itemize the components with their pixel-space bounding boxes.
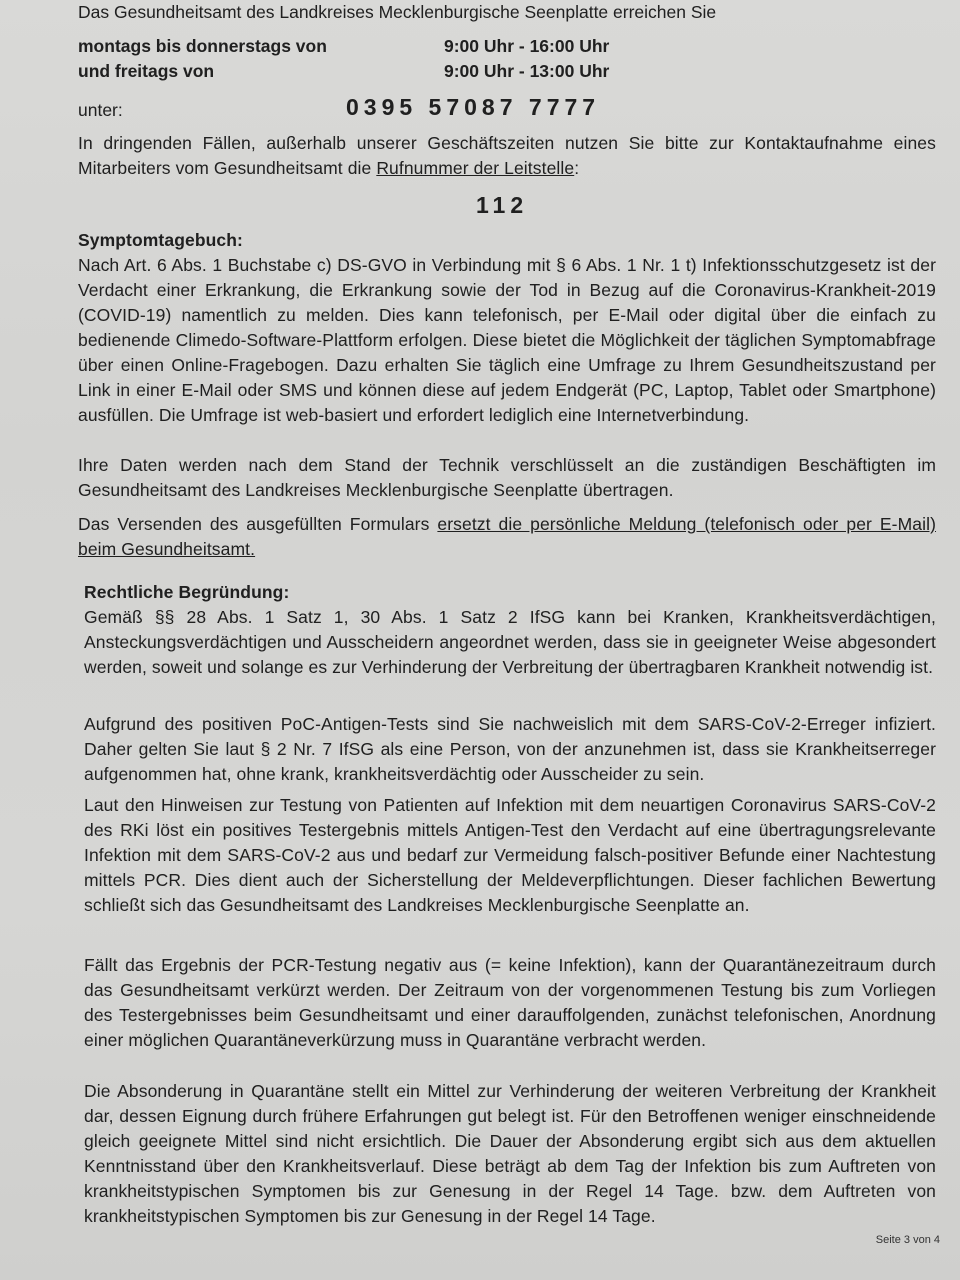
- symptomtagebuch-paragraph-3: [78, 512, 936, 562]
- rechtlich-section: [84, 580, 936, 680]
- formular-text: Das Versenden des ausgefüllten Formulars: [78, 514, 438, 534]
- symptomtagebuch-section: [78, 228, 936, 428]
- emergency-text-pre: In dringenden Fällen, außerhalb unserer Geschäftszeiten nutzen Sie bitte zur Kontaktaufnahme eines Mitarbeiters vom Gesundheitsamt die: [78, 133, 936, 178]
- emergency-hotline-label: Rufnummer der Leitstelle: [376, 158, 575, 178]
- symptomtagebuch-paragraph-2: Ihre Daten werden nach dem Stand der Technik verschlüsselt an die zuständigen Beschäftigten im Gesundheitsamt des Landkreises Mecklenburgische Seenplatte übertragen.: [78, 455, 936, 500]
- emergency-text-post: :: [574, 158, 580, 178]
- rechtlich-heading: Rechtliche Begründung:: [84, 582, 290, 602]
- symptomtagebuch-heading: Symptomtagebuch:: [78, 230, 243, 250]
- hours-days-1: montags bis donnerstags von: [78, 36, 327, 56]
- hours-time-1: 9:00 Uhr - 16:00 Uhr: [444, 36, 610, 56]
- phone-number: 0395 57087 7777: [346, 94, 601, 120]
- hours-days-2: und freitags von: [78, 61, 215, 81]
- emergency-number: 112: [476, 192, 529, 218]
- rechtlich-paragraph-2: Aufgrund des positiven PoC-Antigen-Tests sind Sie nachweislich mit dem SARS-CoV-2-Erreger infiziert. Daher gelten Sie laut § 2 Nr. 7 IfSG als eine Person, von der anzunehmen ist, dass sie Krankheitserreger aufgenommen hat, ohne krank, krankheitsverdächtig oder Ausscheider zu sein.: [84, 714, 936, 784]
- rechtlich-paragraph-1: Gemäß §§ 28 Abs. 1 Satz 1, 30 Abs. 1 Satz 2 IfSG kann bei Kranken, Krankheitsverdächtigen, Ansteckungsverdächtigen und Ausscheidern angeordnet werden, dass sie in geeigneter Weise abgesondert werden, soweit und solange es zur Verhinderung der Verbreitung der übertragbaren Krankheit notwendig ist.: [84, 607, 936, 677]
- intro-text: Das Gesundheitsamt des Landkreises Mecklenburgische Seenplatte erreichen Sie: [78, 2, 717, 22]
- hours-time-2: 9:00 Uhr - 13:00 Uhr: [444, 61, 610, 81]
- rechtlich-paragraph-4: Fällt das Ergebnis der PCR-Testung negativ aus (= keine Infektion), kann der Quarantänezeitraum durch das Gesundheitsamt verkürzt werden. Der Zeitraum von der vorgenommenen Testung bis zum Vorliegen des Testergebnisses beim Gesundheitsamt und einer darauffolgenden, zunächst telefonischen, Anordnung einer möglichen Quarantäneverkürzung muss in Quarantäne verbracht werden.: [84, 955, 936, 1050]
- under-label: unter:: [78, 100, 123, 120]
- emergency-text: [78, 131, 936, 181]
- page-number: Seite 3 von 4: [875, 1234, 940, 1246]
- rechtlich-paragraph-5: Die Absonderung in Quarantäne stellt ein Mittel zur Verhinderung der weiteren Verbreitung der Krankheit dar, dessen Eignung durch frühere Erfahrungen gut belegt ist. Für den Betroffenen weniger einschneidende gleich geeignete Mittel sind nicht ersichtlich. Die Dauer der Absonderung ergibt sich aus dem aktuellen Kenntnisstand über den Krankheitsverlauf. Diese beträgt ab dem Tag der Infektion bis zum Auftreten von krankheitstypischen Symptomen bis zur Genesung in der Regel 14 Tage. bzw. dem Auftreten von krankheitstypischen Symptomen bis zur Genesung in der Regel 14 Tage.: [84, 1081, 936, 1226]
- symptomtagebuch-paragraph-1: Nach Art. 6 Abs. 1 Buchstabe c) DS-GVO in Verbindung mit § 6 Abs. 1 Nr. 1 t) Infektionsschutzgesetz ist der Verdacht einer Erkrankung, die Erkrankung sowie der Tod in Bezug auf die Coronavirus-Krankheit-2019 (COVID-19) namentlich zu melden. Dies kann telefonisch, per E-Mail oder digital über die einfach zu bedienende Climedo-Software-Plattform erfolgen. Diese bietet die Möglichkeit der täglichen Symptomabfrage über einen Online-Fragebogen. Dazu erhalten Sie täglich eine Umfrage zu Ihrem Gesundheitszustand per Link in einer E-Mail oder SMS und können diese auf jedem Endgerät (PC, Laptop, Tablet oder Smartphone) ausfüllen. Die Umfrage ist web-basiert und erfordert lediglich eine Internetverbindung.: [78, 255, 936, 425]
- rechtlich-paragraph-3: Laut den Hinweisen zur Testung von Patienten auf Infektion mit dem neuartigen Coronavirus SARS-CoV-2 des RKi löst ein positives Testergebnis mittels Antigen-Test den Verdacht auf eine übertragungsrelevante Infektion mit dem SARS-CoV-2 aus und bedarf zur Vermeidung falsch-positiver Befunde einer Nachtestung mittels PCR. Dies dient auch der Sicherstellung der Meldeverpflichtungen. Dieser fachlichen Bewertung schließt sich das Gesundheitsamt des Landkreises Mecklenburgische Seenplatte an.: [84, 795, 936, 915]
- formular-underlined: ersetzt die persönliche Meldung (telefonisch oder per E-Mail) beim Gesundheitsamt.: [78, 514, 936, 559]
